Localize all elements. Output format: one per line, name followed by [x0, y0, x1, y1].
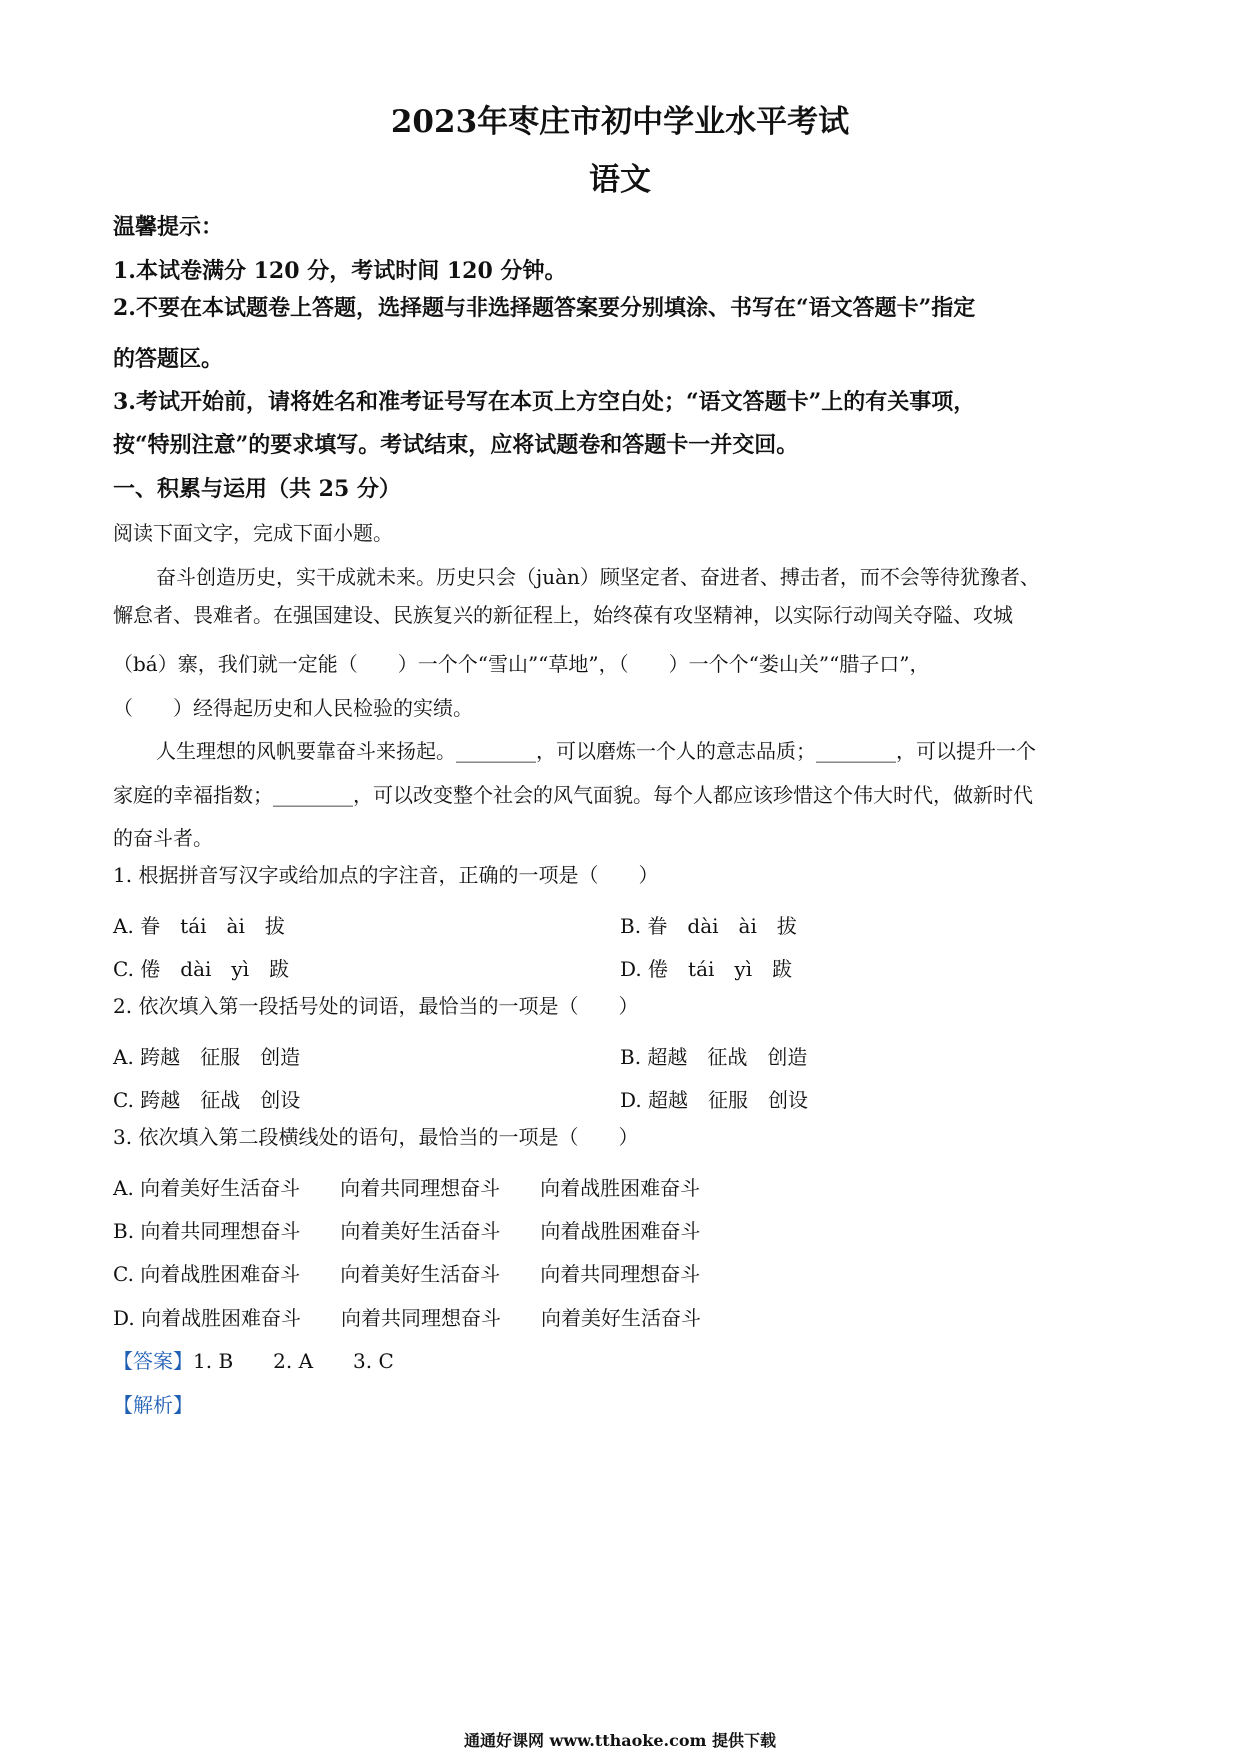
notice-item-1: 1.本试卷满分 120 分，考试时间 120 分钟。	[113, 258, 567, 284]
question-1-option-d[interactable]: D. 倦 tái yì 跋	[620, 957, 793, 981]
question-1-stem: 1. 根据拼音写汉字或给加点的字注音，正确的一项是（ ）	[113, 863, 659, 887]
question-2-option-b[interactable]: B. 超越 征战 创造	[620, 1045, 808, 1069]
analysis-label: 【解析】	[113, 1393, 193, 1417]
notice-heading: 温馨提示：	[113, 214, 224, 240]
question-3-option-a[interactable]: A. 向着美好生活奋斗 向着共同理想奋斗 向着战胜困难奋斗	[113, 1176, 701, 1200]
passage-2-line-2: 家庭的幸福指数；________，可以改变整个社会的风气面貌。每个人都应该珍惜这个伟大时代，做新时代	[113, 783, 1033, 807]
answer-values: 1. B 2. A 3. C	[193, 1349, 394, 1373]
subject-title: 语文	[589, 162, 651, 198]
passage-1-line-4: （ ）经得起历史和人民检验的实绩。	[113, 696, 473, 720]
question-3-option-d[interactable]: D. 向着战胜困难奋斗 向着共同理想奋斗 向着美好生活奋斗	[113, 1306, 702, 1330]
passage-2-line-3: 的奋斗者。	[113, 826, 213, 850]
answer-line	[113, 1345, 394, 1374]
answer-label: 【答案】	[113, 1349, 193, 1373]
notice-item-2-line-1: 2.不要在本试题卷上答题，选择题与非选择题答案要分别填涂、书写在“语文答题卡”指定	[113, 295, 976, 321]
passage-1-line-2: 懈怠者、畏难者。在强国建设、民族复兴的新征程上，始终葆有攻坚精神，以实际行动闯关夺隘、攻城	[113, 603, 1013, 627]
question-2-option-d[interactable]: D. 超越 征服 创设	[620, 1088, 809, 1112]
question-3-option-b[interactable]: B. 向着共同理想奋斗 向着美好生活奋斗 向着战胜困难奋斗	[113, 1219, 701, 1243]
question-1-option-b[interactable]: B. 眷 dài ài 拔	[620, 914, 797, 938]
passage-1-line-3: （bá）寨，我们就一定能（ ）一个个“雪山”“草地”，（ ）一个个“娄山关”“腊子口”，	[113, 652, 930, 676]
question-1-option-c[interactable]: C. 倦 dài yì 跋	[113, 957, 290, 981]
question-2-option-a[interactable]: A. 跨越 征服 创造	[113, 1045, 301, 1069]
notice-item-2-line-2: 的答题区。	[113, 346, 224, 372]
question-3-option-c[interactable]: C. 向着战胜困难奋斗 向着美好生活奋斗 向着共同理想奋斗	[113, 1262, 701, 1286]
notice-item-3-line-1: 3.考试开始前，请将姓名和准考证号写在本页上方空白处；“语文答题卡”上的有关事项，	[113, 389, 976, 415]
question-3-stem: 3. 依次填入第二段横线处的语句，最恰当的一项是（ ）	[113, 1125, 639, 1149]
exam-title: 2023年枣庄市初中学业水平考试	[390, 104, 850, 140]
notice-item-3-line-2: 按“特别注意”的要求填写。考试结束，应将试题卷和答题卡一并交回。	[113, 432, 799, 458]
question-1-option-a[interactable]: A. 眷 tái ài 拔	[113, 914, 285, 938]
passage-2-line-1: 人生理想的风帆要靠奋斗来扬起。________，可以磨炼一个人的意志品质；________，可以提升一个	[156, 739, 1036, 763]
passage-1-line-1: 奋斗创造历史，实干成就未来。历史只会（juàn）顾坚定者、奋进者、搏击者，而不会等待犹豫者、	[156, 565, 1040, 589]
question-2-stem: 2. 依次填入第一段括号处的词语，最恰当的一项是（ ）	[113, 994, 639, 1018]
reading-instruction: 阅读下面文字，完成下面小题。	[113, 521, 393, 545]
page-footer: 通通好课网 www.tthaoke.com 提供下载	[463, 1731, 777, 1750]
question-2-option-c[interactable]: C. 跨越 征战 创设	[113, 1088, 301, 1112]
section-heading: 一、积累与运用（共 25 分）	[113, 476, 401, 502]
